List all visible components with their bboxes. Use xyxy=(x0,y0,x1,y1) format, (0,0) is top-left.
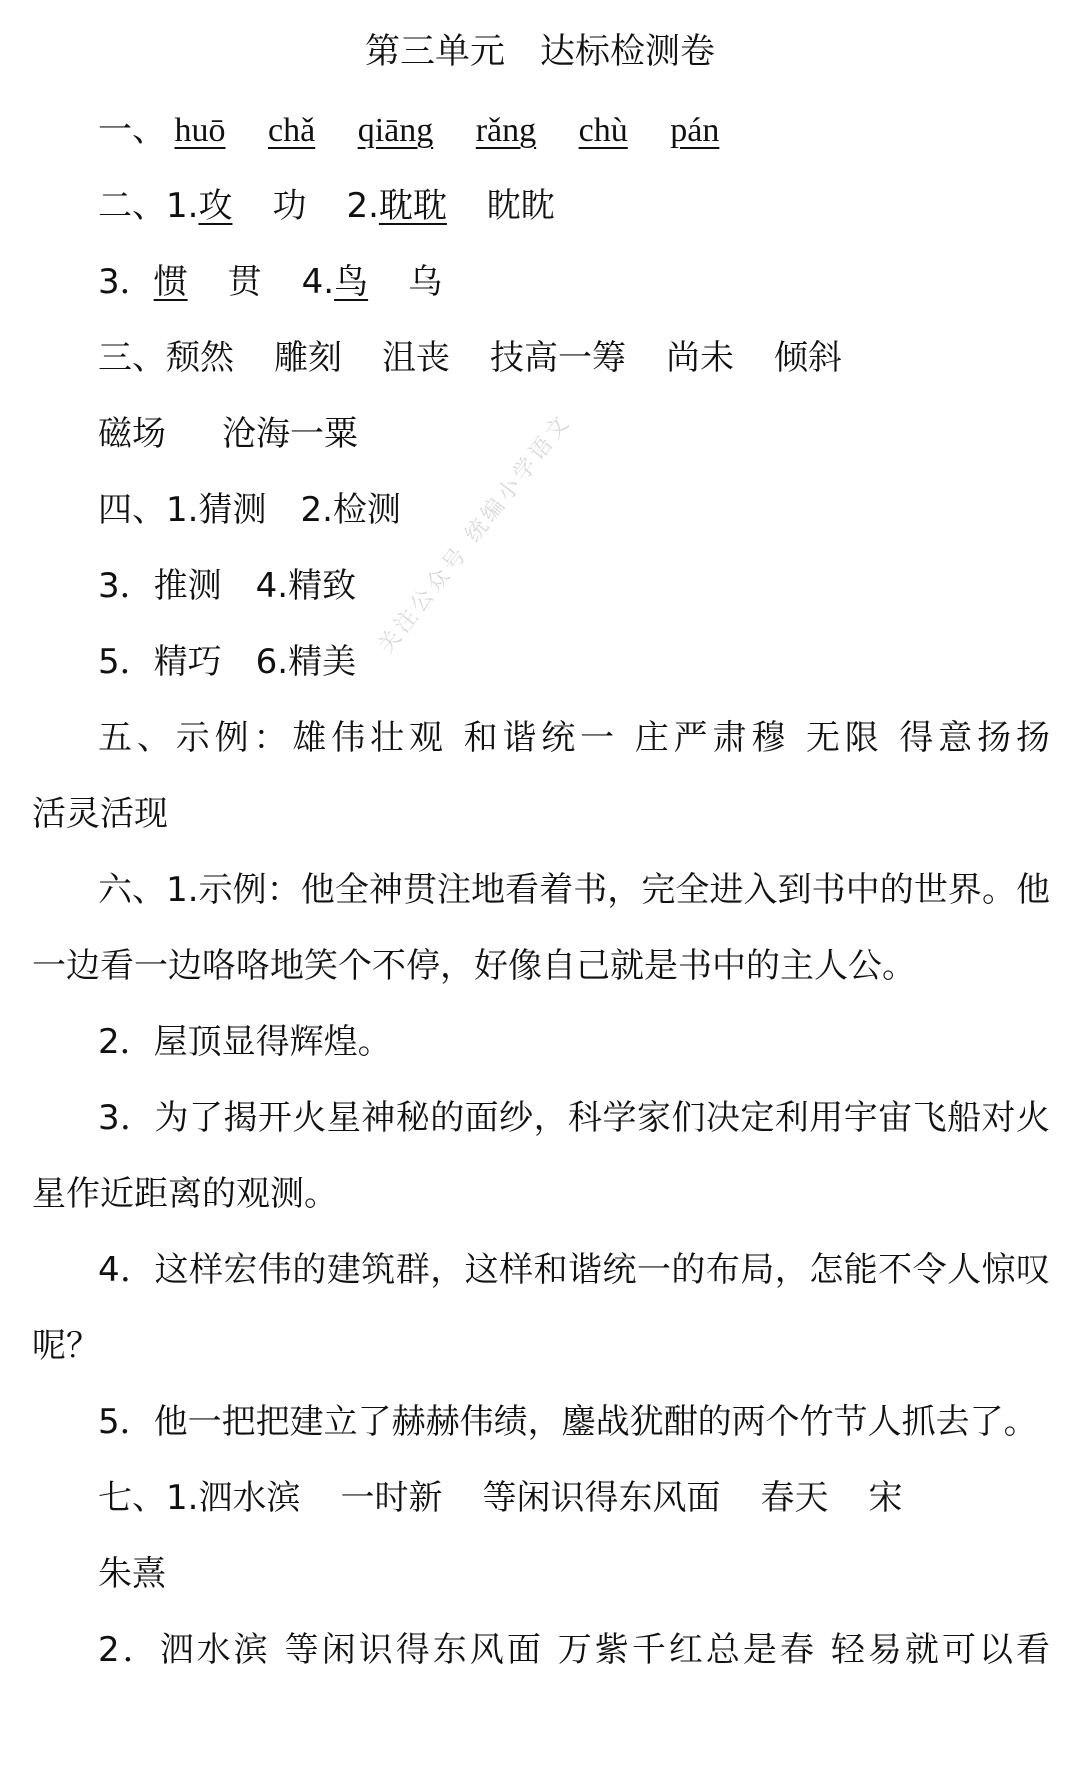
section-3-prefix: 三、 xyxy=(98,338,166,378)
selected-char: 惯 xyxy=(153,262,188,302)
pinyin-answer: rǎng xyxy=(475,112,537,149)
section-6-p2: 2．屋顶显得辉煌。 xyxy=(98,1022,392,1062)
section-7-line-3 xyxy=(98,1620,1050,1680)
item-number: 4. xyxy=(301,262,335,302)
section-1-prefix: 一、 xyxy=(98,110,166,150)
phrase: 和谐统一 xyxy=(463,718,620,758)
selected-char: 攻 xyxy=(198,186,233,226)
phrase: 得意扬扬 xyxy=(899,718,1050,758)
word: 颓然 xyxy=(166,338,234,378)
option-char: 贯 xyxy=(227,262,262,302)
section-6-p4-line-1: 4．这样宏伟的建筑群，这样和谐统一的布局，怎能不令人惊叹 xyxy=(98,1250,1050,1290)
section-6-p4-line-2: 呢？ xyxy=(32,1326,100,1366)
item-number: 2. xyxy=(346,186,379,226)
option-char: 功 xyxy=(272,186,307,226)
section-3-line-2 xyxy=(98,404,1050,464)
phrase: 无限 xyxy=(805,718,884,758)
section-7-line-1 xyxy=(98,1468,1050,1528)
option-char: 乌 xyxy=(408,262,443,302)
selected-char: 鸟 xyxy=(334,262,369,302)
word: 沧海一粟 xyxy=(222,414,358,454)
word: 技高一筹 xyxy=(490,338,626,378)
pinyin-answer: chǎ xyxy=(268,112,316,149)
section-3-line-1 xyxy=(98,328,1050,388)
word: 磁场 xyxy=(98,414,166,454)
pinyin-answer: huō xyxy=(174,112,226,149)
section-5-line-1 xyxy=(98,708,1050,768)
section-6-p1-line-2: 一边看一边咯咯地笑个不停，好像自己就是书中的主人公。 xyxy=(32,946,916,986)
section-6-p3-line-2: 星作近距离的观测。 xyxy=(32,1174,338,1214)
word: 沮丧 xyxy=(382,338,450,378)
section-1-line xyxy=(98,100,1050,161)
option-word: 眈眈 xyxy=(486,186,555,226)
selected-word: 耽耽 xyxy=(378,186,447,226)
section-2-prefix: 二、 xyxy=(98,186,166,226)
item-number: 3． xyxy=(98,262,154,302)
section-6-p5: 5．他一把把建立了赫赫伟绩，鏖战犹酣的两个竹节人抓去了。 xyxy=(98,1402,1038,1442)
section-4-line-2: 3．推测 4.精致 xyxy=(98,566,357,606)
watermark: 关注公众号 统编小学语文 xyxy=(373,409,577,659)
word: 尚未 xyxy=(666,338,734,378)
phrase: 等闲识得东风面 xyxy=(284,1630,544,1670)
section-4-line-1: 四、1.猜测 2.检测 xyxy=(98,490,401,530)
phrase: 春天 xyxy=(760,1478,829,1518)
section-7-line-2: 朱熹 xyxy=(98,1554,166,1594)
word: 倾斜 xyxy=(774,338,842,378)
section-6-p1-line-1: 六、1.示例：他全神贯注地看着书，完全进入到书中的世界。他 xyxy=(98,870,1050,910)
section-2-line-2 xyxy=(98,252,1050,312)
section-6-p3-line-1: 3．为了揭开火星神秘的面纱，科学家们决定利用宇宙飞船对火 xyxy=(98,1098,1050,1138)
phrase: 一时新 xyxy=(340,1478,443,1518)
section-5-line-2: 活灵活现 xyxy=(32,794,168,834)
pinyin-answer: chù xyxy=(578,112,628,149)
phrase: 五、示例：雄伟壮观 xyxy=(98,718,448,758)
pinyin-answer: qiāng xyxy=(357,112,434,149)
word: 雕刻 xyxy=(274,338,342,378)
phrase: 2．泗水滨 xyxy=(98,1630,271,1670)
section-4-line-3: 5．精巧 6.精美 xyxy=(98,642,357,682)
section-2-line-1 xyxy=(98,176,1050,236)
phrase: 万紫千红总是春 xyxy=(557,1630,817,1670)
phrase: 宋 xyxy=(868,1478,903,1518)
phrase: 庄严肃穆 xyxy=(634,718,791,758)
phrase: 轻易就可以看 xyxy=(830,1630,1051,1670)
item-number: 1. xyxy=(166,186,199,226)
phrase: 等闲识得东风面 xyxy=(482,1478,721,1518)
pinyin-answer: pán xyxy=(670,112,720,149)
page-title: 第三单元 达标检测卷 xyxy=(364,32,715,72)
phrase: 七、1.泗水滨 xyxy=(98,1478,301,1518)
